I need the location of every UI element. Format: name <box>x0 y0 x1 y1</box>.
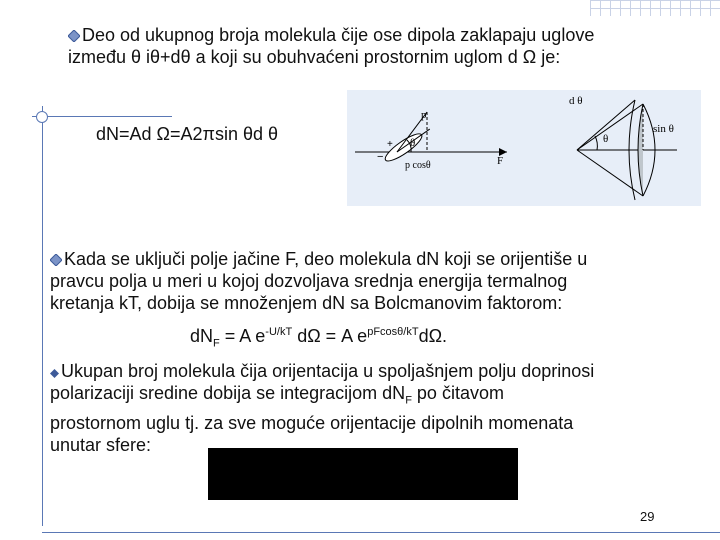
equation-dn: dN=Ad Ω=A2πsin θd θ <box>96 124 278 144</box>
diamond-bullet-icon <box>68 30 80 42</box>
paragraph-3 <box>50 360 594 456</box>
label-pcos: p cosθ <box>405 160 431 171</box>
eq2-lhs: dN <box>190 326 214 346</box>
redacted-equation-image <box>208 448 518 500</box>
diamond-bullet-icon <box>50 369 59 378</box>
eq2-mid-2: dΩ = A e <box>292 326 368 346</box>
decorative-horizontal-line <box>32 116 172 117</box>
label-sintheta: sin θ <box>653 123 674 135</box>
paragraph-3-sub-f: F <box>405 394 412 407</box>
paragraph-2 <box>50 248 587 314</box>
paragraph-2-line-2: pravcu polja u meri u kojoj dozvoljava srednja energija termalnog <box>50 271 568 291</box>
page-number: 29 <box>640 509 655 524</box>
label-F: F <box>497 155 504 167</box>
paragraph-2-line-3: kretanja kT, dobija se množenjem dN sa Bolcmanovim faktorom: <box>50 293 563 313</box>
paragraph-3-line-2 <box>50 382 594 412</box>
eq2-exp-1: -U/kT <box>265 326 293 338</box>
label-minus: − <box>377 151 384 163</box>
corner-grid-decoration <box>590 0 720 16</box>
dipole-diagram <box>347 90 701 206</box>
decorative-bottom-line <box>42 532 720 533</box>
paragraph-3-text-1: Ukupan broj molekula čija orijentacija u spoljašnjem polju doprinosi <box>61 361 595 381</box>
eq2-sub-f: F <box>213 337 220 350</box>
decorative-circle <box>36 111 48 123</box>
equation-boltzmann <box>190 326 447 350</box>
label-dtheta: d θ <box>569 95 583 107</box>
eq2-mid-1: = A e <box>219 326 266 346</box>
paragraph-3-text-2: polarizaciji sredine dobija se integracijom dN <box>50 383 406 403</box>
paragraph-2-text-1: Kada se uključi polje jačine F, deo molekula dN koji se orijentiše u <box>64 249 588 269</box>
paragraph-1 <box>68 24 594 68</box>
decorative-vertical-line <box>42 106 43 526</box>
dipole-figure <box>347 90 701 206</box>
label-theta-cone: θ <box>603 133 609 145</box>
paragraph-1-line-1 <box>68 24 594 46</box>
paragraph-1-text-1: Deo od ukupnog broja molekula čije ose dipola zaklapaju uglove <box>82 25 595 45</box>
paragraph-3-line-4: unutar sfere: <box>50 434 152 455</box>
paragraph-2-line-1 <box>50 248 587 270</box>
label-plus: + <box>387 139 393 150</box>
eq2-end: dΩ. <box>418 326 448 346</box>
label-theta: θ <box>410 137 416 149</box>
paragraph-3-line-3: prostornom uglu tj. za sve moguće orijentacije dipolnih momenata <box>50 412 574 433</box>
paragraph-1-line-2: između θ iθ+dθ a koji su obuhvaćeni prostornim uglom d Ω je: <box>68 47 561 67</box>
paragraph-3-line-1 <box>50 360 594 382</box>
eq2-exp-2: pFcosθ/kT <box>367 326 419 338</box>
label-p: p <box>421 109 427 121</box>
diamond-bullet-icon <box>50 254 62 266</box>
paragraph-3-text-2-end: po čitavom <box>411 383 504 403</box>
